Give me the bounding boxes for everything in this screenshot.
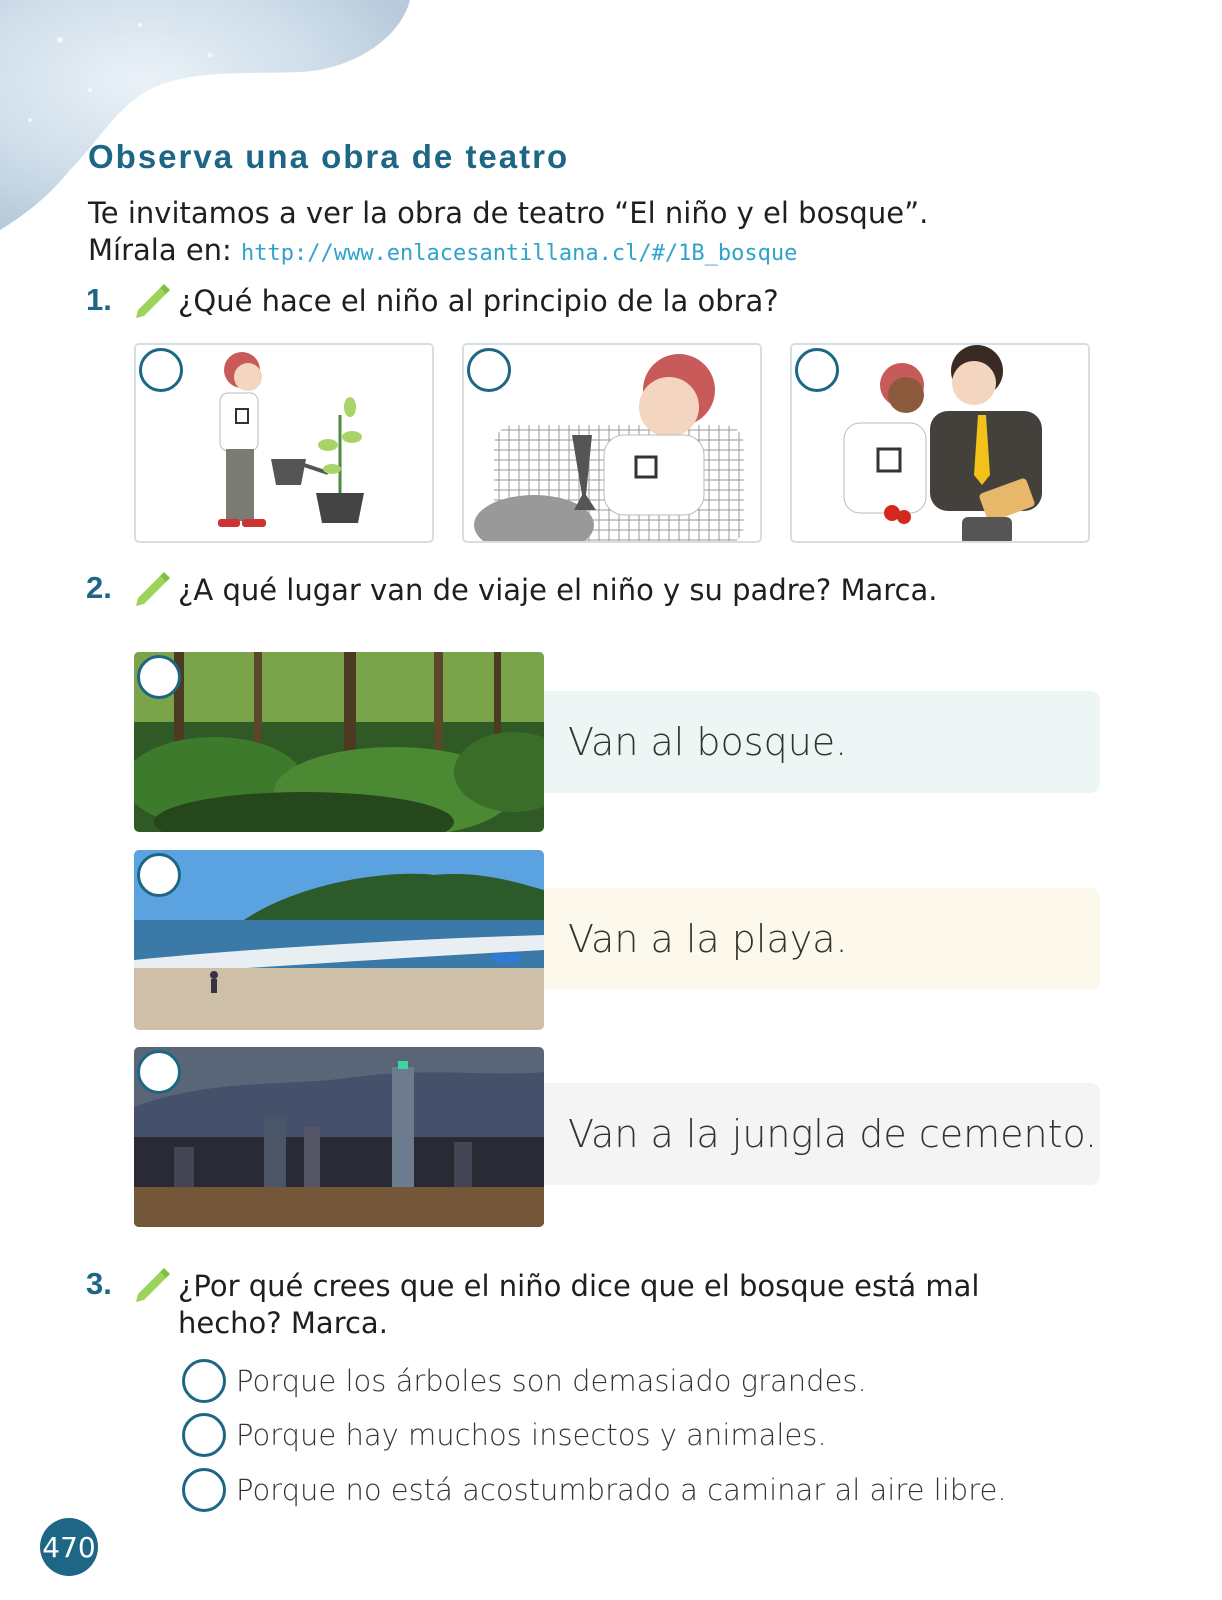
option-card-cooking[interactable] <box>790 343 1090 543</box>
section-title: Observa una obra de teatro <box>88 138 570 175</box>
option-card-watering-plant[interactable] <box>134 343 434 543</box>
forest-photo <box>134 652 544 832</box>
option-radio[interactable] <box>139 348 183 392</box>
city-photo <box>134 1047 544 1227</box>
option-radio[interactable] <box>182 1468 226 1512</box>
option-forest-label: Van al bosque. <box>540 691 1100 793</box>
answer-option-text: Porque no está acostumbrado a caminar al aire libre. <box>236 1473 1007 1507</box>
pencil-icon <box>132 1264 172 1304</box>
answer-option-text: Porque hay muchos insectos y animales. <box>236 1418 827 1452</box>
question-2-text: ¿A qué lugar van de viaje el niño y su padre? Marca. <box>178 573 938 607</box>
option-radio[interactable] <box>182 1359 226 1403</box>
option-radio[interactable] <box>137 655 181 699</box>
option-radio[interactable] <box>137 853 181 897</box>
resource-link[interactable]: http://www.enlacesantillana.cl/#/1B_bosque <box>241 241 798 266</box>
page-number: 470 <box>40 1518 98 1576</box>
question-3-line-1: ¿Por qué crees que el niño dice que el bosque está mal <box>178 1269 980 1303</box>
intro-prefix: Mírala en: <box>88 233 242 267</box>
pencil-icon <box>132 568 172 608</box>
option-radio[interactable] <box>182 1413 226 1457</box>
intro-line: Te invitamos a ver la obra de teatro “El niño y el bosque”. <box>88 196 929 230</box>
option-radio[interactable] <box>137 1050 181 1094</box>
option-beach-label: Van a la playa. <box>540 888 1100 990</box>
answer-option-1[interactable] <box>182 1359 867 1403</box>
answer-option-3[interactable] <box>182 1468 1007 1512</box>
question-3-line-2: hecho? Marca. <box>178 1306 388 1340</box>
answer-option-text: Porque los árboles son demasiado grandes. <box>236 1364 867 1398</box>
pencil-icon <box>132 280 172 320</box>
beach-photo <box>134 850 544 1030</box>
question-3-number: 3. <box>86 1266 112 1301</box>
option-card-playing-game[interactable] <box>462 343 762 543</box>
option-radio[interactable] <box>795 348 839 392</box>
question-1-text: ¿Qué hace el niño al principio de la obra? <box>178 284 779 318</box>
question-2-number: 2. <box>86 570 112 605</box>
question-1-number: 1. <box>86 282 112 317</box>
answer-option-2[interactable] <box>182 1413 827 1457</box>
intro-text <box>88 195 928 272</box>
option-city-label: Van a la jungla de cemento. <box>540 1083 1100 1185</box>
option-radio[interactable] <box>467 348 511 392</box>
question-3-text <box>178 1268 980 1342</box>
